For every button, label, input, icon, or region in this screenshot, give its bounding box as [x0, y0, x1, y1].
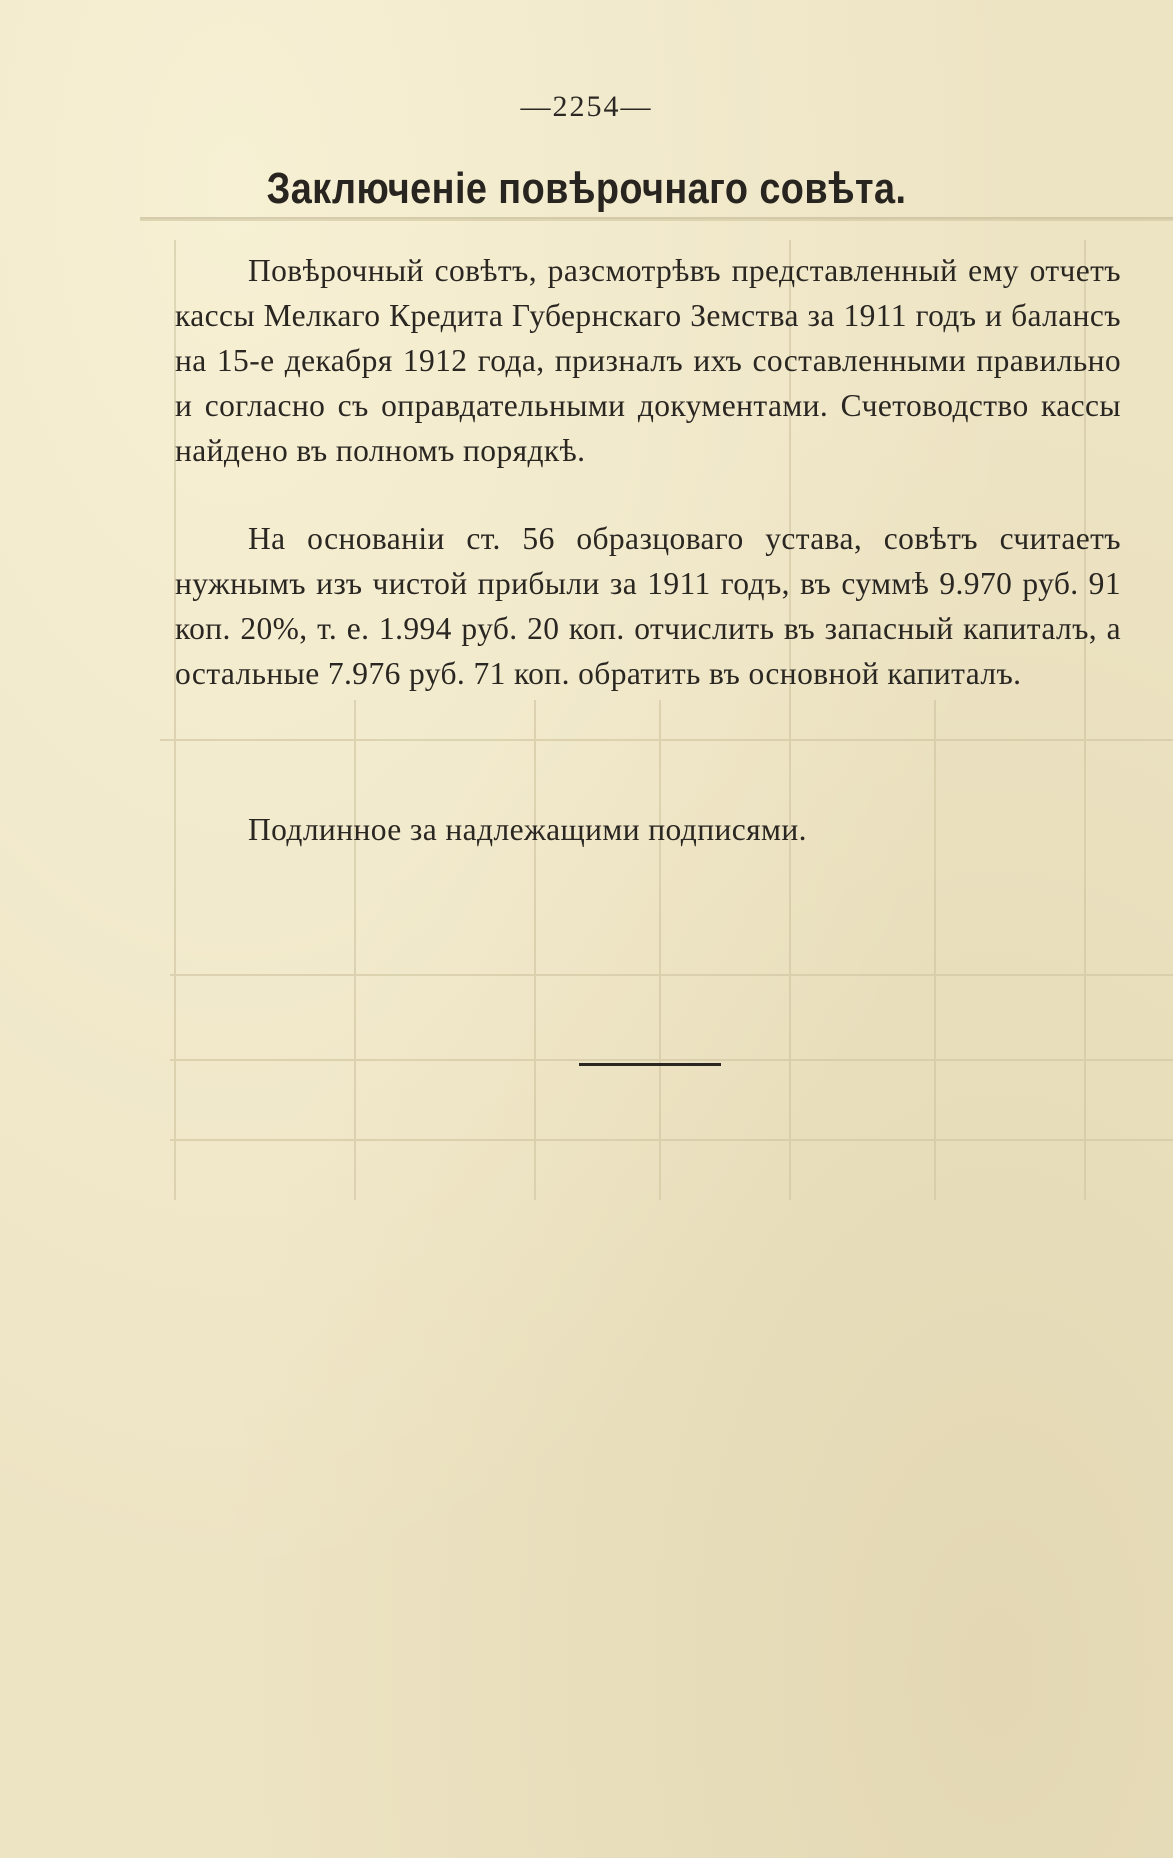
paragraph-profit-allocation: На основаніи ст. 56 образцоваго устава, совѣтъ считаетъ нужнымъ изъ чистой прибыли за 1911 годъ, въ суммѣ 9.970 руб. 91 коп. 20%, т. е. 1.994 руб. 20 коп. отчислить въ запасный капиталъ, а остальные 7.976 руб. 71 коп. обратить въ основной капиталъ. [175, 521, 1121, 691]
end-rule [579, 1063, 721, 1066]
page-number: —2254— [520, 90, 653, 123]
section-title: Заключеніе повѣрочнаго совѣта. [266, 164, 907, 213]
closing-note: Подлинное за надлежащими подписями. [248, 812, 807, 847]
paragraph-audit-conclusion: Повѣрочный совѣтъ, разсмотрѣвъ представленный ему отчетъ кассы Мелкаго Кредита Губернскаго Земства за 1911 годъ и балансъ на 15-е декабря 1912 года, призналъ ихъ составленными правильно и согласно съ оправдательными документами. Счетоводство кассы найдено въ полномъ порядкѣ. [175, 253, 1121, 468]
